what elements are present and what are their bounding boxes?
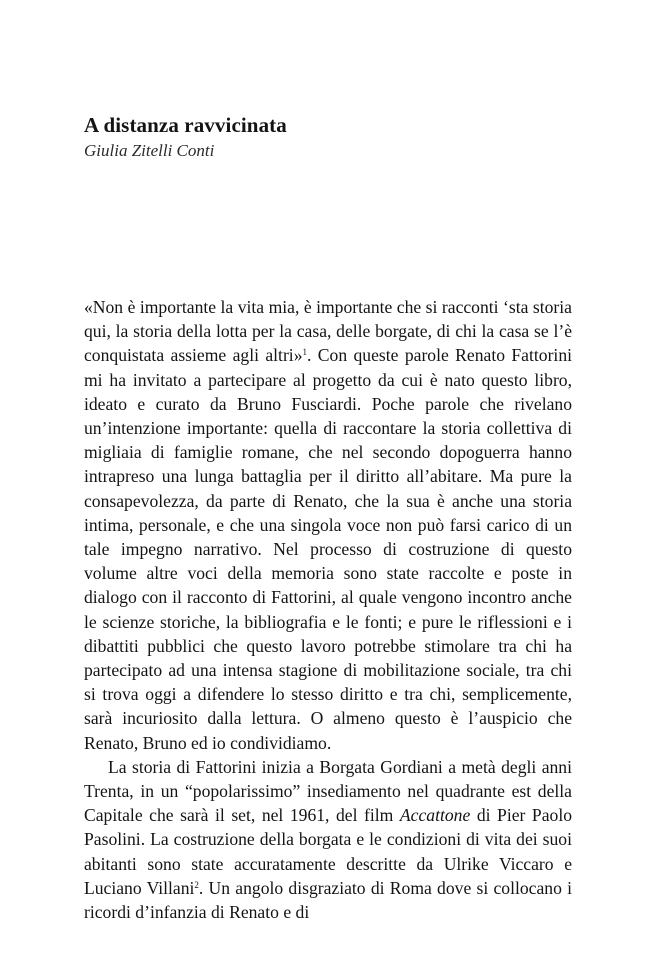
footnote-ref-2: 2 — [194, 879, 199, 890]
chapter-header — [84, 112, 572, 162]
paragraph-1-text-a: «Non è importante la vita mia, è importante che si racconti ‘sta storia qui, la storia della lotta per la casa, delle borgate, di chi la casa se l’è conquistata assieme agli altri» — [84, 297, 572, 366]
body-text — [84, 295, 572, 924]
paragraph-2 — [84, 755, 572, 924]
chapter-author: Giulia Zitelli Conti — [84, 141, 215, 160]
paragraph-2-text-a: La storia di Fattorini inizia a Borgata Gordiani a metà degli anni Trenta, in un “popolarissimo” insediamento nel quadrante est della Capitale che sarà il set, nel 1961, del film — [84, 756, 572, 826]
film-title: Accattone — [399, 805, 471, 826]
footnote-ref-1: 1 — [302, 347, 307, 358]
paragraph-1 — [84, 295, 572, 755]
chapter-title: A distanza ravvicinata — [84, 113, 287, 137]
paragraph-2-text-c: . Un angolo disgraziato di Roma dove si collocano i ricordi d’infanzia di Renato e di — [84, 877, 573, 923]
paragraph-2-text-b: di Pier Paolo Pasolini. La costruzione della borgata e le condizioni di vita dei suoi abitanti sono state accuratamente descritte da Ulrike Viccaro e Luciano Villani — [84, 805, 573, 898]
paragraph-1-text-b: . Con queste parole Renato Fattorini mi ha invitato a partecipare al progetto da cui è nato questo libro, ideato e curato da Bruno Fusciardi. Poche parole che rivelano un’intenzione importante: quella di raccontare la storia collettiva di migliaia di famiglie romane, che nel secondo dopoguerra hanno intrapreso una lunga battaglia per il diritto all’abitare. Ma pure la consapevolezza, da parte di Renato, che la sua è anche una storia intima, personale, e che una singola voce non può farsi carico di un tale impegno narrativo. Nel processo di costruzione di questo volume altre voci della memoria sono state raccolte e poste in dialogo con il racconto di Fattorini, al quale vengono incontro anche le scienze storiche, la bibliografia e le fonti; e pure le riflessioni e i dibattiti pubblici che questo lavoro potrebbe stimolare tra chi ha partecipato ad una intensa stagione di mobilitazione sociale, tra chi si trova oggi a difendere lo stesso diritto e tra chi, semplicemente, sarà incuriosito dalla lettura. O almeno questo è l’auspicio che Renato, Bruno ed io condividiamo. — [84, 345, 572, 753]
